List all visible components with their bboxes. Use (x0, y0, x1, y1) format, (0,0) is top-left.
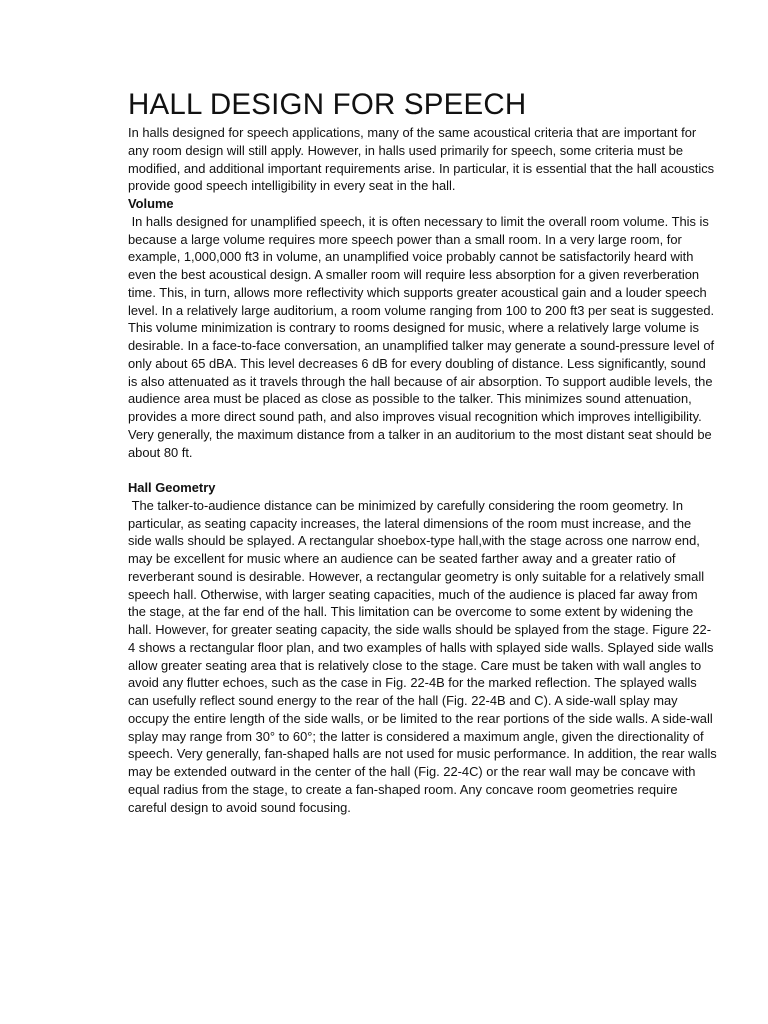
document-title: HALL DESIGN FOR SPEECH (128, 88, 527, 121)
document-content (128, 86, 721, 816)
section-heading-hall-geometry: Hall Geometry (128, 480, 216, 495)
intro-paragraph: In halls designed for speech applications, many of the same acoustical criteria that are important for any room design will still apply. However, in halls used primarily for speech, some criteria must be modified, and additional important requirements arise. In particular, it is essential that the hall acoustics provide good speech intelligibility in every seat in the hall. (128, 125, 718, 194)
section-body-hall-geometry: The talker-to-audience distance can be minimized by carefully considering the room geometry. In particular, as seating capacity increases, the lateral dimensions of the room must increase, and the side walls should be splayed. A rectangular shoebox-type hall,with the stage across one narrow end, may be excellent for music where an audience can be seated farther away and a greater ratio of reverberant sound is desirable. However, a rectangular geometry is only suitable for a relatively small speech hall. Otherwise, with larger seating capacities, much of the audience is placed far away from the stage, at the far end of the hall. This limitation can be overcome to some extent by widening the hall. However, for greater seating capacity, the side walls should be splayed from the stage. Figure 22-4 shows a rectangular floor plan, and two examples of halls with splayed side walls. Splayed side walls allow greater seating area that is relatively close to the stage. Care must be taken with wall angles to avoid any flutter echoes, such as the case in Fig. 22-4B for the marked reflection. The splayed walls can usefully reflect sound energy to the rear of the hall (Fig. 22-4B and C). A side-wall splay may occupy the entire length of the side walls, or be limited to the rear portions of the side walls. A side-wall splay may range from 30° to 60°; the latter is considered a maximum angle, given the directionality of speech. Very generally, fan-shaped halls are not used for music performance. In addition, the rear walls may be extended outward in the center of the hall (Fig. 22-4C) or the rear wall may be concave with equal radius from the stage, to create a fan-shaped room. Any concave room geometries require careful design to avoid sound focusing. (128, 497, 721, 815)
section-body-volume: In halls designed for unamplified speech, it is often necessary to limit the overall room volume. This is because a large volume requires more speech power than a small room. In a very large room, for example, 1,000,000 ft3 in volume, an unamplified voice probably cannot be satisfactorily heard with even the best acoustical design. A smaller room will require less absorption for a given reverberation time. This, in turn, allows more reflectivity which supports greater acoustical gain and a louder speech level. In a relatively large auditorium, a room volume ranging from 100 to 200 ft3 per seat is suggested. This volume minimization is contrary to rooms designed for music, where a relatively large volume is desirable. In a face-to-face conversation, an unamplified talker may generate a sound-pressure level of only about 65 dBA. This level decreases 6 dB for every doubling of distance. Less significantly, sound is also attenuated as it travels through the hall because of air absorption. To support audible levels, the audience area must be placed as close as possible to the talker. This minimizes sound attenuation, provides a more direct sound path, and also improves visual recognition which improves intelligibility. Very generally, the maximum distance from a talker in an auditorium to the most distant seat should be about 80 ft. (128, 213, 718, 460)
section-heading-volume: Volume (128, 196, 174, 211)
section-spacer (128, 461, 718, 479)
